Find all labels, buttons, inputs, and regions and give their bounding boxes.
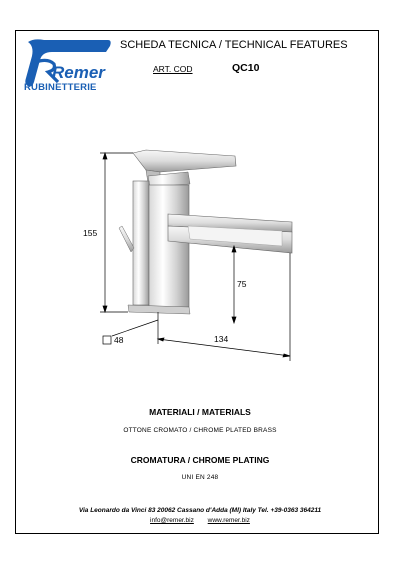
finish-standard: UNI EN 248: [181, 474, 219, 481]
side-lever: [119, 226, 134, 252]
dim-total-height: 155: [83, 228, 98, 238]
faucet-body: [128, 181, 190, 314]
dim-spout-height: 75: [237, 279, 247, 289]
dimension-lines: [100, 153, 290, 361]
logo-text: Remer: [52, 63, 105, 82]
materials-value: OTTONE CROMATO / CHROME PLATED BRASS: [123, 427, 277, 434]
art-code-value: QC10: [232, 62, 260, 74]
email-link[interactable]: info@remer.biz: [150, 517, 194, 524]
dim-spout-length: 134: [214, 334, 229, 344]
footer-address: Via Leonardo da Vinci 83 20062 Cassano d'Adda (MI) Italy Tel. +39-0363 364211: [78, 507, 322, 514]
footer-contact: [0, 517, 400, 524]
square-symbol: [103, 336, 111, 344]
materials-title: MATERIALI / MATERIALS: [149, 407, 251, 417]
page-title: SCHEDA TECNICA / TECHNICAL FEATURES: [120, 39, 348, 51]
art-code-label: ART. COD: [153, 64, 193, 74]
finish-title: CROMATURA / CHROME PLATING: [130, 455, 270, 465]
website-link[interactable]: www.remer.biz: [207, 517, 250, 524]
dim-base: 48: [114, 335, 124, 345]
logo-subtitle: RUBINETTERIE: [24, 82, 97, 93]
